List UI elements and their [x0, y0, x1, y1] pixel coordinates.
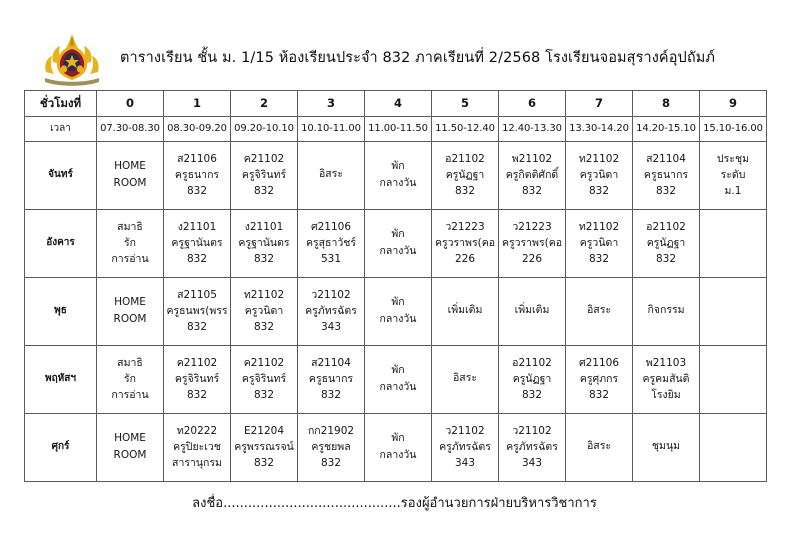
teacher-name: ROOM	[113, 176, 147, 189]
period-header-2: 2	[231, 91, 298, 117]
table-row	[25, 414, 767, 482]
subject-code: ว21223	[445, 220, 485, 233]
activity-label: ประชุม	[717, 152, 749, 165]
subject-code: ส21104	[646, 152, 686, 165]
subject-code: ค21102	[243, 356, 285, 369]
timetable-container	[24, 90, 766, 482]
day-label-monday: จันทร์	[25, 142, 97, 210]
subject-code: กก21902	[307, 424, 355, 437]
class-cell-tue-5[interactable]	[432, 210, 499, 278]
subject-code: ศ21106	[578, 356, 620, 369]
class-cell-fri-9[interactable]	[700, 414, 767, 482]
activity-label-2: ระดับ	[720, 168, 746, 181]
teacher-name: ครูจิรินทร์	[174, 372, 220, 385]
activity-label-3: การอ่าน	[111, 253, 149, 266]
day-label-wednesday: พุธ	[25, 278, 97, 346]
class-cell-thu-9[interactable]	[700, 346, 767, 414]
class-cell-mon-7[interactable]	[566, 142, 633, 210]
school-crest-logo	[33, 32, 111, 88]
class-cell-tue-1[interactable]	[164, 210, 231, 278]
activity-label-2: รัก	[124, 372, 136, 385]
subject-code: HOME	[114, 432, 146, 445]
class-cell-wed-5[interactable]	[432, 278, 499, 346]
room-number: 832	[253, 253, 275, 266]
time-slot-9: 15.10-16.00	[700, 117, 767, 142]
period-header-row	[25, 91, 767, 117]
activity-label: อิสระ	[453, 371, 477, 384]
lunch-label-2: กลางวัน	[379, 448, 417, 461]
subject-code: ว21102	[445, 424, 485, 437]
subject-code: E21204	[243, 424, 285, 437]
class-cell-thu-1[interactable]	[164, 346, 231, 414]
period-header-0: 0	[97, 91, 164, 117]
activity-label: ชุมนุม	[651, 439, 681, 452]
teacher-name: ครูศุภกร	[579, 372, 619, 385]
activity-label: กิจกรรม	[647, 303, 685, 316]
subject-code: ท21102	[578, 220, 620, 233]
room-number: 832	[655, 253, 677, 266]
room-number: 832	[186, 185, 208, 198]
room-number: 832	[521, 389, 543, 402]
time-slot-1: 08.30-09.20	[164, 117, 231, 142]
room-number: 832	[588, 253, 610, 266]
class-cell-thu-5[interactable]	[432, 346, 499, 414]
class-cell-mon-3[interactable]	[298, 142, 365, 210]
room-number: 343	[320, 321, 342, 334]
subject-code: พ21103	[645, 356, 687, 369]
subject-code: ส21106	[177, 152, 217, 165]
teacher-name: ครูจิรินทร์	[241, 168, 287, 181]
lunch-label-2: กลางวัน	[379, 244, 417, 257]
subject-code: ท21102	[243, 288, 285, 301]
teacher-name: ครูพรรณรจน์	[234, 440, 294, 453]
class-cell-thu-6[interactable]	[499, 346, 566, 414]
teacher-name: ครูชยพล	[311, 440, 351, 453]
class-cell-wed-6[interactable]	[499, 278, 566, 346]
class-cell-wed-7[interactable]	[566, 278, 633, 346]
class-cell-fri-5[interactable]	[432, 414, 499, 482]
period-header-4: 4	[365, 91, 432, 117]
lunch-cell-fri	[365, 414, 432, 482]
lunch-label-2: กลางวัน	[379, 380, 417, 393]
subject-code: อ21102	[512, 356, 552, 369]
class-cell-tue-3[interactable]	[298, 210, 365, 278]
activity-label: เพิ่มเติม	[514, 303, 550, 316]
room-number: 832	[253, 389, 275, 402]
class-cell-fri-3[interactable]	[298, 414, 365, 482]
class-cell-wed-3[interactable]	[298, 278, 365, 346]
room-number: 226	[521, 253, 543, 266]
teacher-name: ครูสุธาวัชร์	[305, 236, 357, 249]
period-header-9: 9	[700, 91, 767, 117]
table-row	[25, 210, 767, 278]
time-slot-5: 11.50-12.40	[432, 117, 499, 142]
lunch-cell-thu	[365, 346, 432, 414]
signature-line: ลงชื่อ...........................................รองผู้อำนวยการฝ่ายบริหารวิชาการ	[192, 496, 597, 511]
time-slot-8: 14.20-15.10	[633, 117, 700, 142]
activity-label-3: ม.1	[724, 185, 742, 198]
lunch-label: พัก	[391, 432, 405, 445]
period-header-7: 7	[566, 91, 633, 117]
teacher-name: ครูวราพร(คอ	[434, 236, 496, 249]
page-title: ตารางเรียน ชั้น ม. 1/15 ห้องเรียนประจำ 832 ภาคเรียนที่ 2/2568 โรงเรียนจอมสุรางค์อุปถัมภ์	[120, 50, 716, 66]
subject-code: HOME	[114, 160, 146, 173]
room-number: 832	[186, 321, 208, 334]
period-header-3: 3	[298, 91, 365, 117]
teacher-name: ครูฐานันตร	[238, 236, 290, 249]
class-cell-mon-5[interactable]	[432, 142, 499, 210]
page-header	[0, 30, 789, 88]
day-label-friday: ศุกร์	[25, 414, 97, 482]
class-cell-fri-1[interactable]	[164, 414, 231, 482]
lunch-label: พัก	[391, 296, 405, 309]
room-number: 832	[655, 185, 677, 198]
activity-label: เพิ่มเติม	[447, 303, 483, 316]
teacher-name: ครูภัทรฉัตร	[506, 440, 558, 453]
day-label-thursday: พฤหัสฯ	[25, 346, 97, 414]
subject-code: ท21102	[578, 152, 620, 165]
subject-code: ค21102	[243, 152, 285, 165]
time-slot-7: 13.30-14.20	[566, 117, 633, 142]
teacher-name: ครูกิตติศักดิ์	[505, 168, 559, 181]
class-cell-tue-9[interactable]	[700, 210, 767, 278]
subject-code: ว21223	[512, 220, 552, 233]
class-cell-mon-9[interactable]	[700, 142, 767, 210]
lunch-cell-mon	[365, 142, 432, 210]
class-cell-mon-2[interactable]	[231, 142, 298, 210]
period-header-5: 5	[432, 91, 499, 117]
class-cell-mon-0[interactable]	[97, 142, 164, 210]
teacher-name: ครูวนิดา	[579, 236, 619, 249]
lunch-label-2: กลางวัน	[379, 176, 417, 189]
teacher-name: ครูนัฏฐา	[512, 372, 552, 385]
room-number: 343	[521, 457, 543, 470]
room-number: 832	[521, 185, 543, 198]
class-cell-fri-2[interactable]	[231, 414, 298, 482]
subject-code: ง21101	[177, 220, 217, 233]
activity-label: สมาธิ	[117, 356, 143, 369]
class-cell-wed-0[interactable]	[97, 278, 164, 346]
class-cell-fri-6[interactable]	[499, 414, 566, 482]
teacher-name: ครูฐานันตร	[171, 236, 223, 249]
room-number: สารานุกรม	[172, 457, 222, 470]
subject-code: ส21105	[177, 288, 217, 301]
teacher-name: ครูปิยะเวช	[173, 440, 221, 453]
subject-code: ว21102	[311, 288, 351, 301]
room-number: 343	[454, 457, 476, 470]
teacher-name: ครูธนพร(พรร	[166, 304, 228, 317]
subject-code: ส21104	[311, 356, 351, 369]
class-cell-mon-1[interactable]	[164, 142, 231, 210]
teacher-name: ครูวนิดา	[244, 304, 284, 317]
subject-code: ท20222	[176, 424, 218, 437]
room-number: 832	[320, 457, 342, 470]
room-number: 832	[454, 185, 476, 198]
class-cell-tue-0[interactable]	[97, 210, 164, 278]
class-cell-tue-6[interactable]	[499, 210, 566, 278]
table-row	[25, 278, 767, 346]
room-number: 531	[320, 253, 342, 266]
teacher-name: ROOM	[113, 312, 147, 325]
class-cell-thu-7[interactable]	[566, 346, 633, 414]
activity-label: สมาธิ	[117, 220, 143, 233]
teacher-name: ครูธนากร	[643, 168, 689, 181]
teacher-name: ครูวราพร(คอ	[501, 236, 563, 249]
teacher-name: ครูจิรินทร์	[241, 372, 287, 385]
class-cell-fri-8[interactable]	[633, 414, 700, 482]
class-cell-wed-9[interactable]	[700, 278, 767, 346]
teacher-name: ครูวนิดา	[579, 168, 619, 181]
class-cell-tue-2[interactable]	[231, 210, 298, 278]
teacher-name: ครูนัฏฐา	[646, 236, 686, 249]
time-row	[25, 117, 767, 142]
period-header-8: 8	[633, 91, 700, 117]
subject-code: พ21102	[511, 152, 553, 165]
activity-label: อิสระ	[587, 439, 611, 452]
header-corner-label: ชั่วโมงที่	[25, 91, 97, 117]
class-cell-wed-8[interactable]	[633, 278, 700, 346]
class-cell-tue-7[interactable]	[566, 210, 633, 278]
room-number: 832	[253, 185, 275, 198]
time-slot-3: 10.10-11.00	[298, 117, 365, 142]
class-cell-thu-0[interactable]	[97, 346, 164, 414]
room-number: โรงยิม	[651, 389, 681, 402]
table-row	[25, 142, 767, 210]
subject-code: ค21102	[176, 356, 218, 369]
lunch-label: พัก	[391, 364, 405, 377]
time-slot-0: 07.30-08.30	[97, 117, 164, 142]
teacher-name: ครูภัทรฉัตร	[439, 440, 491, 453]
time-slot-4: 11.00-11.50	[365, 117, 432, 142]
subject-code: อ21102	[445, 152, 485, 165]
teacher-name: ครูธนากร	[308, 372, 354, 385]
subject-code: ว21102	[512, 424, 552, 437]
teacher-name: ครูนัฏฐา	[445, 168, 485, 181]
class-cell-fri-7[interactable]	[566, 414, 633, 482]
subject-code: HOME	[114, 296, 146, 309]
room-number: 832	[186, 389, 208, 402]
period-header-6: 6	[499, 91, 566, 117]
activity-label-2: รัก	[124, 236, 136, 249]
time-row-label: เวลา	[25, 117, 97, 142]
room-number: 832	[588, 389, 610, 402]
teacher-name: ครูคมสันติ	[642, 372, 690, 385]
teacher-name: ROOM	[113, 448, 147, 461]
teacher-name: ครูภัทรฉัตร	[305, 304, 357, 317]
period-header-1: 1	[164, 91, 231, 117]
subject-code: ศ21106	[310, 220, 352, 233]
activity-label: อิสระ	[587, 303, 611, 316]
class-cell-thu-3[interactable]	[298, 346, 365, 414]
lunch-cell-tue	[365, 210, 432, 278]
lunch-label: พัก	[391, 228, 405, 241]
activity-label-3: การอ่าน	[111, 389, 149, 402]
teacher-name: ครูธนากร	[174, 168, 220, 181]
lunch-cell-wed	[365, 278, 432, 346]
room-number: 832	[186, 253, 208, 266]
table-row	[25, 346, 767, 414]
class-cell-mon-8[interactable]	[633, 142, 700, 210]
class-cell-wed-1[interactable]	[164, 278, 231, 346]
subject-code: อิสระ	[319, 167, 343, 180]
lunch-label-2: กลางวัน	[379, 312, 417, 325]
class-cell-fri-0[interactable]	[97, 414, 164, 482]
timetable	[24, 90, 767, 482]
class-cell-wed-2[interactable]	[231, 278, 298, 346]
class-cell-mon-6[interactable]	[499, 142, 566, 210]
class-cell-tue-8[interactable]	[633, 210, 700, 278]
time-slot-6: 12.40-13.30	[499, 117, 566, 142]
class-cell-thu-8[interactable]	[633, 346, 700, 414]
time-slot-2: 09.20-10.10	[231, 117, 298, 142]
room-number: 832	[253, 321, 275, 334]
room-number: 832	[320, 389, 342, 402]
lunch-label: พัก	[391, 160, 405, 173]
subject-code: อ21102	[646, 220, 686, 233]
room-number: 226	[454, 253, 476, 266]
subject-code: ง21101	[244, 220, 284, 233]
room-number: 832	[588, 185, 610, 198]
day-label-tuesday: อังคาร	[25, 210, 97, 278]
room-number: 832	[253, 457, 275, 470]
class-cell-thu-2[interactable]	[231, 346, 298, 414]
